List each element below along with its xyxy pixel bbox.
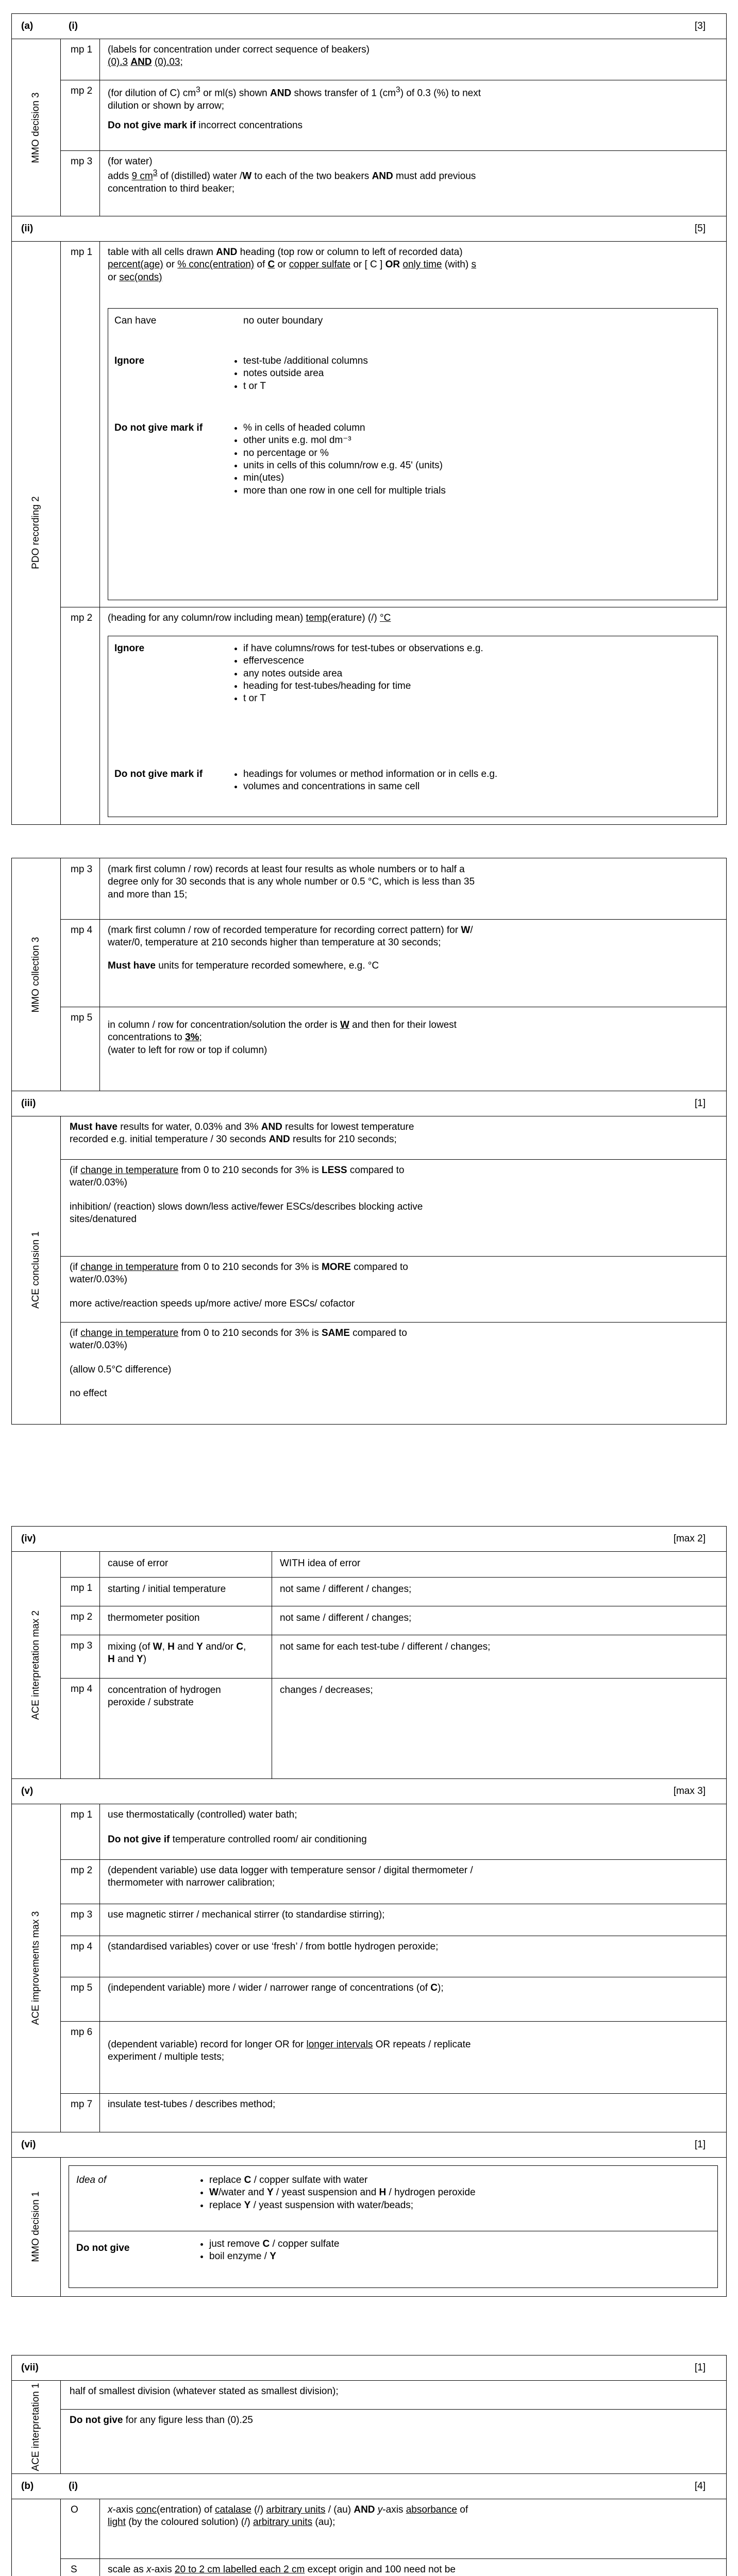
list-item: • other units e.g. mol dm⁻³ bbox=[243, 434, 712, 447]
section-header bbox=[12, 1091, 726, 1116]
section-header bbox=[12, 2132, 726, 2158]
guidance-row: Must have results for water, 0.03% and 3% AND results for lowest temperature recorded e.g. initial temperature / 30 seconds AND results for 210 seconds; bbox=[60, 1116, 726, 1160]
mp-row: mp 5 (independent variable) more / wider / narrower range of concentrations (of C); bbox=[60, 1977, 726, 2022]
list-item: • test-tube /additional columns bbox=[243, 355, 712, 367]
marks: [1] bbox=[694, 2139, 706, 2150]
mp-row: mp 3 (mark first column / row) records at least four results as whole numbers or to half a degree only for 30 seconds that is any whole number or 0.5 °C, which is less than 35 and more than 15; bbox=[60, 858, 726, 920]
part-label: (b) bbox=[21, 2481, 34, 2492]
skill-label: MMO decision 3 bbox=[12, 39, 61, 216]
list-item: • % in cells of headed column bbox=[243, 422, 712, 434]
sub-label: (iv) bbox=[21, 1533, 36, 1544]
section-a-ii-collection bbox=[11, 858, 727, 1092]
mp-row: mp 7 insulate test-tubes / describes method; bbox=[60, 2093, 726, 2132]
section-header bbox=[12, 1527, 726, 1552]
section-a-iii bbox=[11, 1091, 727, 1425]
list-item: • t or T bbox=[243, 692, 712, 705]
section-a-vi bbox=[11, 2132, 727, 2297]
sub-label: (ii) bbox=[21, 223, 33, 234]
skill-label bbox=[12, 2499, 61, 2576]
table-row: mp 2 thermometer position not same / different / changes; bbox=[60, 1606, 726, 1635]
list-item: • min(utes) bbox=[243, 472, 712, 484]
mp-row: mp 3 (for water) adds 9 $cm^3$ of (distilled) water /W to each of the two beakers AND must add previous concentration to third beaker; bbox=[60, 150, 726, 216]
marks: [max 3] bbox=[673, 1786, 706, 1797]
table-row: mp 3 mixing (of W, H and Y and/or C, H and Y) not same for each test-tube / different / changes; bbox=[60, 1635, 726, 1679]
mp-row: mp 5 in column / row for concentration/solution the order is W and then for their lowest concentrations to 3%; (water to left for row or top if column) bbox=[60, 1007, 726, 1091]
skill-label: ACE interpretation max 2 bbox=[12, 1551, 61, 1779]
guidance-row: half of smallest division (whatever stated as smallest division); bbox=[60, 2380, 726, 2410]
sub-label: (vii) bbox=[21, 2362, 39, 2373]
list-item: • more than one row in one cell for multiple trials bbox=[243, 485, 712, 497]
section-a-vii bbox=[11, 2355, 727, 2475]
mp-row: mp 3 use magnetic stirrer / mechanical stirrer (to standardise stirring); bbox=[60, 1904, 726, 1936]
mp-row: S scale as x-axis 20 to 2 cm labelled each 2 cm except origin and 100 need not be bbox=[60, 2558, 726, 2576]
list-item: • headings for volumes or method information or in cells e.g. bbox=[243, 768, 712, 781]
section-a-iv bbox=[11, 1526, 727, 1780]
marks: [1] bbox=[694, 2362, 706, 2373]
section-header bbox=[12, 14, 726, 39]
guidance-row: (if change in temperature from 0 to 210 seconds for 3% is MORE compared to water/0.03%) more active/reaction speeds up/more active/ more ESCs/ cofactor bbox=[60, 1256, 726, 1323]
table-row: mp 4 concentration of hydrogen peroxide / substrate changes / decreases; bbox=[60, 1678, 726, 1779]
list-item: • units in cells of this column/row e.g. 45' (units) bbox=[243, 460, 712, 472]
sub-label: (i) bbox=[69, 21, 78, 31]
mp-row: mp 2 (heading for any column/row including mean) temp(erature) (/) °C Ignore • if have columns/rows for test-tubes or observations e.g. • effervescence • any notes outside area • heading for test-tubes/heading for time • t or T Do not give mark if • headings for volumes or method information or in cells e.g. • volumes and concentrations in same cell bbox=[60, 607, 726, 824]
guidance-row: Do not give for any figure less than (0).25 bbox=[70, 2415, 253, 2426]
skill-label: MMO decision 1 bbox=[12, 2157, 61, 2296]
skill-label: ACE conclusion 1 bbox=[12, 1116, 61, 1424]
mp-row: mp 4 (mark first column / row of recorded temperature for recording correct pattern) for W/ water/0, temperature at 210 seconds higher than temperature at 30 seconds; Must have units for temperature recorded somewhere, e.g. °C bbox=[60, 919, 726, 1007]
skill-label: ACE improvements max 3 bbox=[12, 1804, 61, 2132]
mp1-guidance-box: Can have no outer boundary Ignore • test-tube /additional columns • notes outside area • t or T Do not give mark if • % in cells of headed column • other units e.g. mol dm⁻³ • no percentage or % • units in cells of this column/row e.g. 45' (units) • min(utes) • more than one row in one cell for multiple trials bbox=[108, 308, 718, 600]
guidance-row: (if change in temperature from 0 to 210 seconds for 3% is LESS compared to water/0.03%) inhibition/ (reaction) slows down/less active/fewer ESCs/describes blocking active sites/denatured bbox=[60, 1159, 726, 1257]
skill-label: ACE interpretation 1 bbox=[12, 2380, 61, 2474]
mp-row: mp 1 (labels for concentration under correct sequence of beakers) (0).3 AND (0).03; bbox=[60, 39, 726, 80]
mp-row: mp 2 (for dilution of C) $cm^3$ or ml(s) shown AND shows transfer of 1 $(cm^3)$ of 0.3 (%) to next dilution or shown by arrow; Do not give mark if incorrect concentrations bbox=[60, 80, 726, 151]
mp-row: O x-axis conc(entration) of catalase (/) arbitrary units / (au) AND y-axis absorbance of light (by the coloured solution) (/) arbitrary units (au); bbox=[60, 2499, 726, 2559]
marks: [max 2] bbox=[673, 1533, 706, 1544]
mp-row: mp 4 (standardised variables) cover or use ‘fresh’ / from bottle hydrogen peroxide; bbox=[60, 1936, 726, 1977]
guidance-box: Idea of • replace C / copper sulfate with water • W/water and Y / yeast suspension and H / hydrogen peroxide • replace Y / yeast suspension with water/beads; Do not give • just remove C / copper sulfate • boil enzyme / Y bbox=[69, 2165, 718, 2288]
skill-label: PDO recording 2 bbox=[12, 241, 61, 824]
table-row: mp 1 starting / initial temperature not same / different / changes; bbox=[60, 1577, 726, 1606]
section-a-i bbox=[11, 13, 727, 217]
list-item: • t or T bbox=[243, 380, 712, 393]
part-label: (a) bbox=[21, 21, 33, 31]
section-b-i bbox=[11, 2473, 727, 2576]
section-a-v bbox=[11, 1778, 727, 2133]
section-header bbox=[12, 216, 726, 242]
sub-label: (v) bbox=[21, 1786, 33, 1797]
section-header bbox=[12, 2355, 726, 2381]
list-item: • heading for test-tubes/heading for time bbox=[243, 680, 712, 692]
marks: [3] bbox=[694, 21, 706, 31]
list-item: • notes outside area bbox=[243, 367, 712, 380]
sub-label: (vi) bbox=[21, 2139, 36, 2150]
mp2-guidance-box: Ignore • if have columns/rows for test-tubes or observations e.g. • effervescence • any notes outside area • heading for test-tubes/heading for time • t or T Do not give mark if • headings for volumes or method information or in cells e.g. • volumes and concentrations in same cell bbox=[108, 636, 718, 817]
section-header bbox=[12, 2474, 726, 2499]
sub-label: (iii) bbox=[21, 1098, 36, 1109]
skill-label: MMO collection 3 bbox=[12, 858, 61, 1091]
list-item: • volumes and concentrations in same cell bbox=[243, 781, 712, 793]
section-a-ii bbox=[11, 216, 727, 825]
mp-row: mp 1 table with all cells drawn AND heading (top row or column to left of recorded data) percent(age) or % conc(entration) of C or copper sulfate or [ C ] OR only time (with) s or sec(onds) Can have no outer boundary Ignore • test-tube /additional columns • notes outside area • t or T Do not give mark if • % in cells of headed column • other units e.g. mol dm⁻³ • no percentage or % • units in cells of this column/row e.g. 45' (units) • min(utes) • more than one row in one cell for multiple trials bbox=[60, 241, 726, 607]
section-header bbox=[12, 1779, 726, 1804]
list-item: • any notes outside area bbox=[243, 668, 712, 680]
sub-label: (i) bbox=[69, 2481, 78, 2492]
list-item: • if have columns/rows for test-tubes or observations e.g. bbox=[243, 642, 712, 655]
marks: [1] bbox=[694, 1098, 706, 1109]
marks: [5] bbox=[694, 223, 706, 234]
table-header-row: cause of error WITH idea of error bbox=[60, 1551, 726, 1578]
mp-row: mp 2 (dependent variable) use data logger with temperature sensor / digital thermometer / thermometer with narrower calibration; bbox=[60, 1859, 726, 1904]
mp-row: mp 6 (dependent variable) record for longer OR for longer intervals OR repeats / replicate experiment / multiple tests; bbox=[60, 2021, 726, 2094]
marks: [4] bbox=[694, 2481, 706, 2492]
mp-row: mp 1 use thermostatically (controlled) water bath; Do not give if temperature controlled room/ air conditioning bbox=[60, 1804, 726, 1860]
list-item: • effervescence bbox=[243, 655, 712, 667]
guidance-row: (if change in temperature from 0 to 210 seconds for 3% is SAME compared to water/0.03%) (allow 0.5°C difference) no effect bbox=[70, 1328, 407, 1399]
list-item: • no percentage or % bbox=[243, 447, 712, 460]
